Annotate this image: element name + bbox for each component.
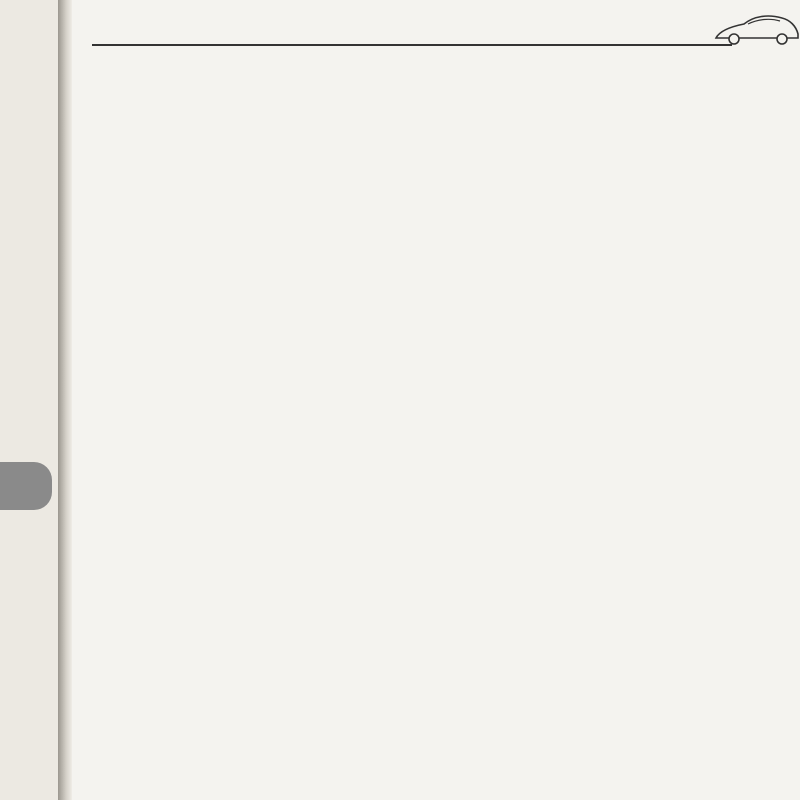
header-rule (92, 44, 732, 46)
car-icon (712, 8, 800, 48)
book-spine (58, 0, 72, 800)
left-page (0, 0, 62, 800)
left-page-tab (0, 462, 52, 510)
right-page (72, 0, 800, 800)
macro-heading (132, 199, 138, 218)
